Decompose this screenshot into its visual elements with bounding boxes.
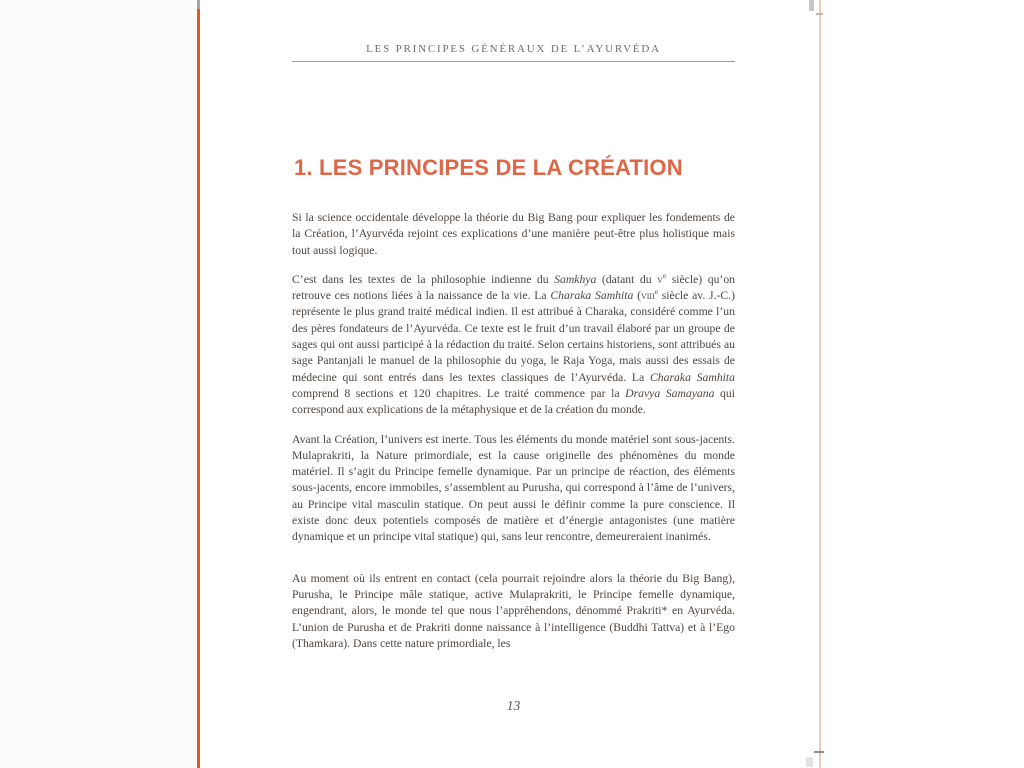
text-run: (datant du	[596, 272, 658, 286]
chapter-heading: 1. LES PRINCIPES DE LA CRÉATION	[294, 155, 683, 180]
text-run: viii	[640, 289, 655, 303]
paragraph-4	[292, 559, 735, 665]
text-run: Si la science occidentale développe la théorie du Big Bang pour expliquer les fondements de la Création, l’Ayurvéda rejoint ces explications d’une manière peut-être plus holistique mais tout aussi logique.	[292, 211, 735, 257]
text-run: v	[657, 272, 663, 286]
article-paragraphs	[292, 210, 735, 665]
text-run: Avant la Création, l’univers est inerte. Tous les éléments du monde matériel sont sous-jacents. Mulaprakriti, la Nature primordiale, est la cause originelle des phénomènes du monde matériel. Il s’agit du Principe femelle dynamique. Par un principe de réaction, des éléments sous-jacents, encore immobiles, s’assemblent au Purusha, qui correspond à l’âme de l’univers, au Principe vital masculin statique. On peut aussi le définir comme la pure conscience. Il existe donc deux potentiels composés de matière et d’énergie antagonistes (une matière dynamique et un principe vital statique) qui, sans leur rencontre, demeureraient inanimés.	[292, 432, 735, 544]
scan-mark-top-right	[809, 0, 814, 11]
scan-mark-bottom-right	[806, 757, 813, 767]
text-run: Charaka Samhita	[650, 370, 735, 384]
text-run: Charaka Samhita	[550, 289, 634, 303]
text-run: Dravya Samayana	[625, 386, 715, 400]
text-run: Au moment où ils entrent en contact (cela pourrait rejoindre alors la théorie du Big Bang), Purusha, le Principe mâle statique, active Mulaprakriti, le Principe femelle dynamique, engendrant, alors, le monde tel que nous l’appréhendons, dénommé Prakriti* en Ayurvéda. L’union de Purusha et de Prakriti donne naissance à l’intelligence (Buddhi Tattva) et à l’Ego (Thamkara). Dans cette nature primordiale, les	[292, 571, 735, 650]
text-run: Samkhya	[554, 272, 597, 286]
text-run: e	[662, 272, 667, 280]
running-head-rule	[292, 61, 735, 62]
text-run: (	[633, 289, 641, 303]
text-run: e	[654, 288, 658, 297]
spine-line-gray-cap	[197, 0, 200, 9]
spine-accent-line	[197, 0, 200, 768]
running-head-title: LES PRINCIPES GÉNÉRAUX DE L’AYURVÉDA	[366, 43, 661, 55]
text-run: siècle) qu’on retrouve ces notions liées à la naissance de la vie. La	[292, 272, 736, 303]
text-run: qui correspond aux explications de la métaphysique et de la création du monde.	[292, 386, 735, 417]
text-run: siècle av. J.-C.) représente le plus grand traité médical indien. Il est attribué à Charaka, considéré comme l’un des pères fondateurs de l’Ayurvéda. Ce texte est le fruit d’un travail élaboré par un groupe de sages qui ont aussi participé à la rédaction du traité. Selon certains historiens, sont attribués au sage Pantanjali le manuel de la philosophie du yoga, le Raja Yoga, mais aussi des essais de médecine qui sont entrés dans les textes classiques de l’Ayurvéda. La	[292, 289, 735, 384]
left-margin-strip	[0, 0, 197, 768]
page-number: 13	[506, 698, 521, 713]
text-run: comprend 8 sections et 120 chapitres. Le traité commence par la	[292, 386, 626, 400]
paragraph-3	[292, 432, 735, 559]
page-edge-line	[819, 0, 821, 768]
text-run: C’est dans les textes de la philosophie indienne du	[292, 272, 555, 286]
scan-dash-top-right	[816, 13, 823, 15]
paragraph-1	[292, 210, 735, 272]
scan-dash-bottom-right	[814, 751, 824, 753]
paragraph-2	[292, 272, 735, 432]
